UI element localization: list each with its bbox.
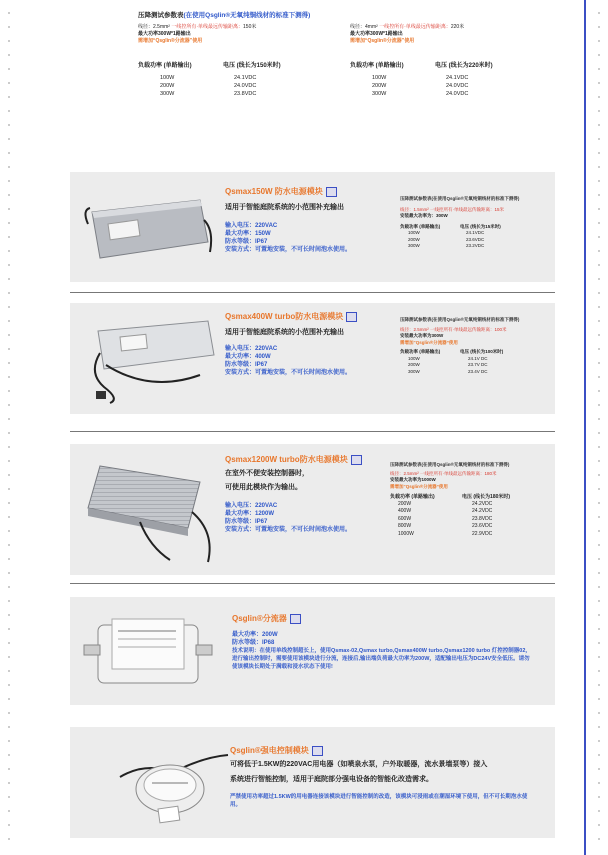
table-cell: 24.1V DC <box>468 355 488 361</box>
table-cell: 300W <box>372 91 387 97</box>
table-cell: 300W <box>160 91 175 97</box>
table-note: 安装最大功率为：300W <box>400 213 448 218</box>
top-title <box>138 10 310 19</box>
top-title-main: 压降测试参数表 <box>138 12 184 19</box>
table-cell: 24.2VDC <box>472 500 493 507</box>
product-panel-1200w <box>70 444 555 575</box>
tr-hdr-voltage: 电压 (线长为220米时) <box>435 63 493 69</box>
spec-line: 防水等级：IP68 <box>232 640 275 646</box>
spec-line: 最大功率：150W <box>225 231 271 237</box>
power-supply-image <box>80 313 220 405</box>
table-cell: 23.8VDC <box>234 91 257 97</box>
table-title: 压降测试参数表(在使用Qsglin®无氧纯铜线材的标准下测得) <box>390 462 510 467</box>
checkbox-icon <box>351 455 362 465</box>
table-cell: 24.1VDC <box>234 75 257 81</box>
table-cell: 23.2VDC <box>466 243 485 248</box>
product-subtitle <box>225 468 309 494</box>
table-cell: 24.0VDC <box>446 91 469 97</box>
spec-line: 输入电压：220VAC <box>225 223 278 229</box>
product-specs <box>225 222 351 254</box>
description-line: 可将低于1.5KW的220VAC用电器（如喷泉水泵，户外取暖器，流水景墙泵等）接入 <box>230 761 488 768</box>
product-title <box>230 745 323 756</box>
table-header: 负载功率 (单路输出) <box>400 223 441 229</box>
table-note: 线径：2.5mm² 一线控所有·单线最远传输距离：100米 <box>400 326 507 332</box>
divider <box>70 583 555 584</box>
table-cell: 300W <box>408 368 420 374</box>
top-title-note: (在使用Qsglin®无氧纯铜线材的标准下测得) <box>183 12 311 19</box>
product-panel-150w <box>70 172 555 282</box>
table-cell: 200W <box>398 500 412 507</box>
subtitle-line: 在室外不便安装控制器时， <box>225 470 309 477</box>
divider <box>70 292 555 293</box>
table-title: 压降测试参数表(在使用Qsglin®无氧纯铜线材的标准下测得) <box>400 196 520 201</box>
spec-line: 最大功率：1200W <box>225 511 275 517</box>
product-description: 技术说明：在使用单线控制超长上，使用Qsmax-02,Qsmax turbo,Qsmax400W turbo,Qsmax1200 turbo 灯控控制器02，进行输出控制时，需要使用该模块进行分流，连接后,输出端负荷最大功率为200W，适配输出电压为DC24V安全低压。请勿使该模块长期处于满载和浸水状态下使用! <box>232 648 531 670</box>
table-header: 电压 (线长为15米时) <box>460 223 501 229</box>
table-cell: 100W <box>408 230 420 235</box>
table-cell: 200W <box>408 362 420 367</box>
divider <box>70 431 555 432</box>
table-cell: 24.0VDC <box>234 83 257 89</box>
product-specs <box>225 502 351 534</box>
table-cell: 24.1VDC <box>446 75 469 81</box>
page-border-line <box>584 0 586 855</box>
table-cell: 600W <box>398 515 412 522</box>
tr-max-power: 最大功率300W*1路输出 <box>350 31 403 37</box>
tr-distance: 220米 <box>450 24 465 30</box>
table-cell: 24.0VDC <box>446 83 469 89</box>
product-description <box>230 759 550 786</box>
checkbox-icon <box>326 187 337 197</box>
tr-distance-label: 一线控所有·单线最远传输距离： <box>379 24 451 30</box>
table-cell: 23.7V DC <box>468 362 488 367</box>
checkbox-icon <box>312 746 323 756</box>
power-supply-image <box>80 190 215 265</box>
table-cell: 200W <box>408 236 420 242</box>
right-dot-margin <box>598 6 600 849</box>
spec-line: 安装方式：可置地安装，不可长时间泡水使用。 <box>225 247 352 253</box>
product-specs <box>232 631 278 647</box>
table-cell: 200W <box>372 83 387 89</box>
table-cell: 800W <box>398 523 412 529</box>
table-note: 线径：1.5mm² 一线控所有·单线最远传输距离：15米 <box>400 206 505 212</box>
subtitle-line: 可使用此模块作为输出。 <box>225 484 302 491</box>
table-cell: 100W <box>160 75 175 81</box>
product-warning: 严禁使用功率超过1.5KW的用电器连接该模块进行智能控制的改造，该模块可浸雨或在潮湿环境下使用，但不可长期泡水使用。 <box>230 794 528 808</box>
table-header: 电压 (线长为100米时) <box>460 349 504 354</box>
spec-line: 输入电压：220VAC <box>225 503 278 509</box>
table-note: 安装最大功率为1000W <box>390 477 436 482</box>
tl-max-power: 最大功率300W*1路输出 <box>138 31 191 37</box>
spec-line: 安装方式：可置地安装，不可长时间泡水使用。 <box>225 527 352 533</box>
product-title <box>225 454 362 465</box>
table-note: 需增加“Qsglin®分流器”使用 <box>390 483 448 489</box>
tr-note: 需增加“Qsglin®分流器”使用 <box>350 38 415 44</box>
table-cell: 23.6VDC <box>472 523 493 529</box>
tl-note: 需增加“Qsglin®分流器”使用 <box>138 38 203 44</box>
product-title <box>225 186 337 197</box>
table-cell: 1000W <box>398 530 414 537</box>
product-title-text: Qsmax150W 防水电源模块 <box>225 187 323 196</box>
tl-hdr-power: 负载功率 (单路输出) <box>138 63 192 69</box>
tl-distance-label: 一线控所有·单线最远传输距离： <box>171 24 244 30</box>
table-header: 负载功率 (单路输出) <box>390 494 435 500</box>
spec-line: 最大功率：200W <box>232 632 278 638</box>
left-dot-margin <box>8 6 10 849</box>
tr-wire: 线径：4mm² <box>350 24 380 30</box>
product-title <box>232 613 301 624</box>
table-cell: 100W <box>408 355 420 361</box>
product-title-text: Qsmax1200W turbo防水电源模块 <box>225 455 348 464</box>
table-cell: 300W <box>408 243 420 248</box>
product-title <box>225 311 357 322</box>
table-header: 负载功率 (单路输出) <box>400 349 441 354</box>
table-cell: 200W <box>160 83 175 89</box>
product-panel-splitter <box>70 597 555 705</box>
voltage-drop-table <box>390 462 510 538</box>
spec-line: 安装方式：可置地安装，不可长时间泡水使用。 <box>225 370 352 376</box>
table-title: 压降测试参数表(在使用Qsglin®无氧纯铜线材的标准下测得) <box>400 317 520 322</box>
top-right-table <box>350 62 493 98</box>
voltage-drop-table <box>400 196 519 250</box>
product-specs <box>225 345 351 377</box>
table-cell: 23.8VDC <box>472 515 493 522</box>
table-cell: 23.4V DC <box>468 368 488 374</box>
product-title-text: Qsglin®分流器 <box>232 614 287 623</box>
tl-distance: 150米 <box>243 24 257 30</box>
tr-hdr-power: 负载功率 (单路输出) <box>350 63 404 69</box>
product-panel-400w <box>70 303 555 414</box>
product-panel-control-module <box>70 727 555 838</box>
top-left-table <box>138 62 281 98</box>
product-title-text: Qsglin®强电控制模块 <box>230 746 309 755</box>
top-left-info <box>138 24 256 45</box>
description-line: 系统进行智能控制，适用于庭院部分强电设备的智能化改造需求。 <box>230 776 433 783</box>
checkbox-icon <box>290 614 301 624</box>
table-cell: 22.9VDC <box>472 530 493 537</box>
table-cell: 23.6VDC <box>466 236 485 242</box>
spec-line: 防水等级：IP67 <box>225 362 268 368</box>
spec-line: 防水等级：IP67 <box>225 239 268 245</box>
table-cell: 100W <box>372 75 387 81</box>
control-module-image <box>110 747 230 827</box>
spec-line: 防水等级：IP67 <box>225 519 268 525</box>
splitter-image <box>82 611 222 693</box>
spec-line: 最大功率：400W <box>225 354 271 360</box>
tl-wire: 线径：2.5mm² <box>138 24 172 30</box>
top-right-info <box>350 24 464 45</box>
table-note: 线径：2.5mm² 一线控所有·单线最远传输距离：180米 <box>390 470 497 476</box>
table-cell: 24.2VDC <box>472 508 493 514</box>
product-subtitle: 适用于智能庭院系统的小范围补充输出 <box>225 204 344 211</box>
table-note: 安装最大功率为300W <box>400 333 444 338</box>
checkbox-icon <box>346 312 357 322</box>
spec-line: 输入电压：220VAC <box>225 346 278 352</box>
product-title-text: Qsmax400W turbo防水电源模块 <box>225 312 344 321</box>
table-cell: 400W <box>398 508 412 514</box>
table-header: 电压 (线长为180米时) <box>462 494 511 500</box>
voltage-drop-table <box>400 317 519 375</box>
tl-hdr-voltage: 电压 (线长为150米时) <box>223 63 281 69</box>
table-cell: 24.1VDC <box>466 230 485 235</box>
table-note: 需增加“Qsglin®分流器”使用 <box>400 339 458 345</box>
power-supply-image <box>80 452 225 567</box>
product-subtitle: 适用于智能庭院系统的小范围补充输出 <box>225 329 344 336</box>
